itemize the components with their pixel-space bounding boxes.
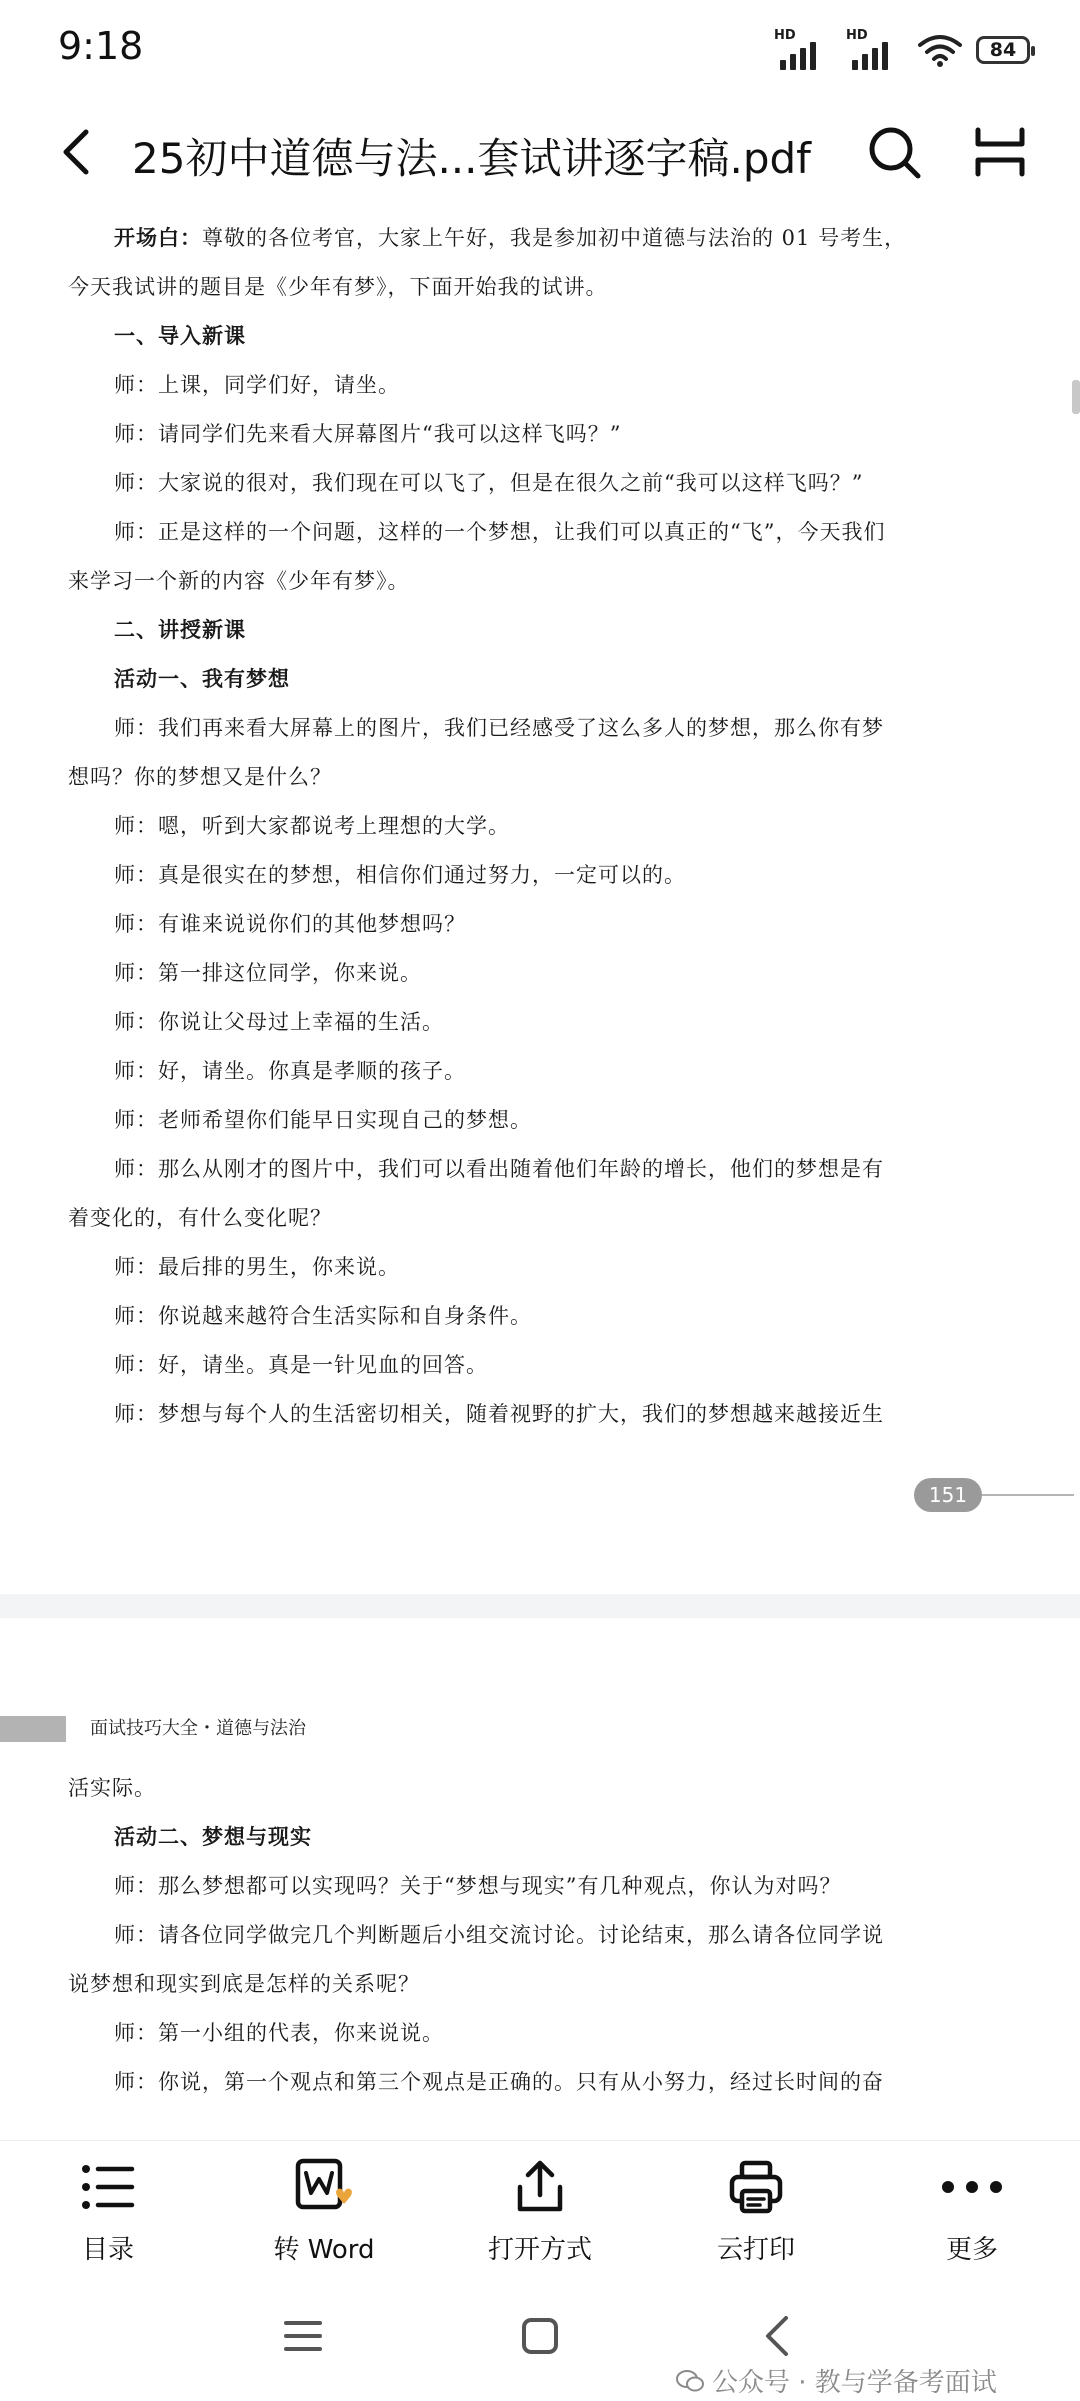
list-icon (78, 2159, 138, 2215)
text-line (68, 263, 968, 312)
bottom-toolbar (0, 2140, 1080, 2277)
status-bar (0, 0, 1080, 100)
back-button[interactable] (48, 122, 108, 182)
signal-icon-2 (846, 28, 904, 72)
body-text: 师：大家说的很对，我们现在可以飞了，但是在很久之前“我可以这样飞吗？” (114, 471, 864, 495)
body-text: 师：嗯，听到大家都说考上理想的大学。 (114, 814, 510, 838)
toolbar-cloud-print-button[interactable] (676, 2155, 836, 2275)
text-line (68, 1862, 968, 1911)
text-line (68, 949, 968, 998)
hd-label-2: HD (846, 28, 868, 43)
text-line (68, 459, 968, 508)
body-text: 师：第一排这位同学，你来说。 (114, 961, 422, 985)
section-heading (68, 1813, 968, 1862)
body-text: 师：请各位同学做完几个判断题后小组交流讨论。讨论结束，那么请各位同学说 (114, 1923, 884, 1947)
word-convert-icon (292, 2157, 356, 2217)
section-heading (68, 606, 968, 655)
body-text: 师：好，请坐。你真是孝顺的孩子。 (114, 1059, 466, 1083)
document-title: 25初中道德与法...套试讲逐字稿.pdf (132, 134, 811, 183)
text-line (68, 361, 968, 410)
battery-icon: 84 (976, 36, 1030, 64)
more-icon (940, 2177, 1004, 2197)
text-line (68, 1960, 968, 2009)
pdf-page (0, 206, 1080, 1594)
text-line (68, 508, 968, 557)
document-viewport[interactable] (0, 206, 1080, 2140)
text-line (68, 214, 968, 263)
toolbar-label: 目录 (81, 2235, 134, 2265)
toolbar-open-with-button[interactable] (460, 2155, 620, 2275)
heading-text: 二、讲授新课 (114, 618, 246, 642)
text-line (68, 704, 968, 753)
text-line (68, 1341, 968, 1390)
heading-text: 一、导入新课 (114, 324, 246, 348)
page-number-badge: 151 (914, 1478, 982, 1512)
text-line (68, 1047, 968, 1096)
body-text: 师：那么梦想都可以实现吗？关于“梦想与现实”有几种观点，你认为对吗？ (114, 1874, 842, 1898)
toolbar-word-button[interactable] (244, 2155, 404, 2275)
body-text: 师：最后排的男生，你来说。 (114, 1255, 400, 1279)
body-text: 师：你说让父母过上幸福的生活。 (114, 1010, 444, 1034)
text-line (68, 1764, 968, 1813)
heading-text: 活动二、梦想与现实 (114, 1825, 312, 1849)
body-text: 想吗？你的梦想又是什么？ (68, 765, 332, 789)
text-line (68, 900, 968, 949)
page-indicator-line (982, 1494, 1074, 1496)
body-text: 来学习一个新的内容《少年有梦》。 (68, 569, 410, 593)
body-text: 师：我们再来看大屏幕上的图片，我们已经感受了这么多人的梦想，那么你有梦 (114, 716, 884, 740)
body-text: 说梦想和现实到底是怎样的关系呢？ (68, 1972, 420, 1996)
section-heading (68, 312, 968, 361)
text-line (68, 2009, 968, 2058)
body-text: 师：请同学们先来看大屏幕图片“我可以这样飞吗？” (114, 422, 622, 446)
page-text (68, 1764, 968, 2107)
text-line (68, 1096, 968, 1145)
body-text: 师：梦想与每个人的生活密切相关，随着视野的扩大，我们的梦想越来越接近生 (114, 1402, 884, 1426)
body-text: 师：上课，同学们好，请坐。 (114, 373, 400, 397)
text-line (68, 1292, 968, 1341)
text-line (68, 410, 968, 459)
text-line (68, 557, 968, 606)
text-line (68, 1911, 968, 1960)
signal-icon (774, 28, 832, 72)
share-icon (510, 2157, 570, 2217)
home-icon[interactable] (520, 2316, 560, 2356)
text-line (68, 1243, 968, 1292)
watermark-text: 公众号 · 教与学备考面试 (712, 2368, 997, 2398)
running-header: 面试技巧大全・道德与法治 (90, 1718, 306, 1739)
printer-icon (726, 2157, 786, 2217)
text-line (68, 2058, 968, 2107)
body-text: 着变化的，有什么变化呢？ (68, 1206, 332, 1230)
text-line (68, 802, 968, 851)
section-heading (68, 655, 968, 704)
reading-mode-icon[interactable] (970, 122, 1030, 182)
wechat-icon (676, 2369, 704, 2393)
search-icon[interactable] (864, 122, 924, 182)
status-time: 9:18 (58, 24, 144, 68)
scroll-thumb[interactable] (1072, 380, 1080, 414)
body-text: 师：好，请坐。真是一针见血的回答。 (114, 1353, 488, 1377)
running-header-bar (0, 1716, 66, 1742)
body-text: 师：真是很实在的梦想，相信你们通过努力，一定可以的。 (114, 863, 686, 887)
toolbar-label: 打开方式 (487, 2235, 592, 2265)
body-text: 师：老师希望你们能早日实现自己的梦想。 (114, 1108, 532, 1132)
text-line (68, 1194, 968, 1243)
status-icons (774, 28, 1030, 72)
toolbar-toc-button[interactable] (28, 2155, 188, 2275)
body-text: 今天我试讲的题目是《少年有梦》，下面开始我的试讲。 (68, 275, 608, 299)
body-text: 活实际。 (68, 1776, 156, 1800)
body-text: 师：你说，第一个观点和第三个观点是正确的。只有从小努力，经过长时间的奋 (114, 2070, 884, 2094)
text-line (68, 851, 968, 900)
pdf-page-next (0, 1618, 1080, 2140)
body-text: 师：有谁来说说你们的其他梦想吗？ (114, 912, 466, 936)
text-line (68, 1145, 968, 1194)
page-text (68, 214, 968, 1439)
recent-apps-icon[interactable] (282, 2318, 324, 2354)
body-text: 尊敬的各位考官，大家上午好，我是参加初中道德与法治的 01 号考生， (202, 226, 907, 250)
toolbar-label: 云打印 (716, 2235, 795, 2265)
text-line (68, 1390, 968, 1439)
text-line (68, 753, 968, 802)
wifi-icon (918, 33, 962, 67)
body-text: 师：第一小组的代表，你来说说。 (114, 2021, 444, 2045)
lead-text: 开场白： (114, 226, 202, 250)
hd-label: HD (774, 28, 796, 43)
app-bar (0, 100, 1080, 207)
toolbar-more-button[interactable] (892, 2155, 1052, 2275)
heading-text: 活动一、我有梦想 (114, 667, 290, 691)
nav-back-icon[interactable] (760, 2314, 794, 2358)
toolbar-label: 更多 (945, 2235, 998, 2265)
watermark (676, 2362, 997, 2399)
toolbar-label: 转 Word (273, 2235, 375, 2265)
text-line (68, 998, 968, 1047)
body-text: 师：那么从刚才的图片中，我们可以看出随着他们年龄的增长，他们的梦想是有 (114, 1157, 884, 1181)
body-text: 师：正是这样的一个问题，这样的一个梦想，让我们可以真正的“飞”，今天我们 (114, 520, 886, 544)
body-text: 师：你说越来越符合生活实际和自身条件。 (114, 1304, 532, 1328)
